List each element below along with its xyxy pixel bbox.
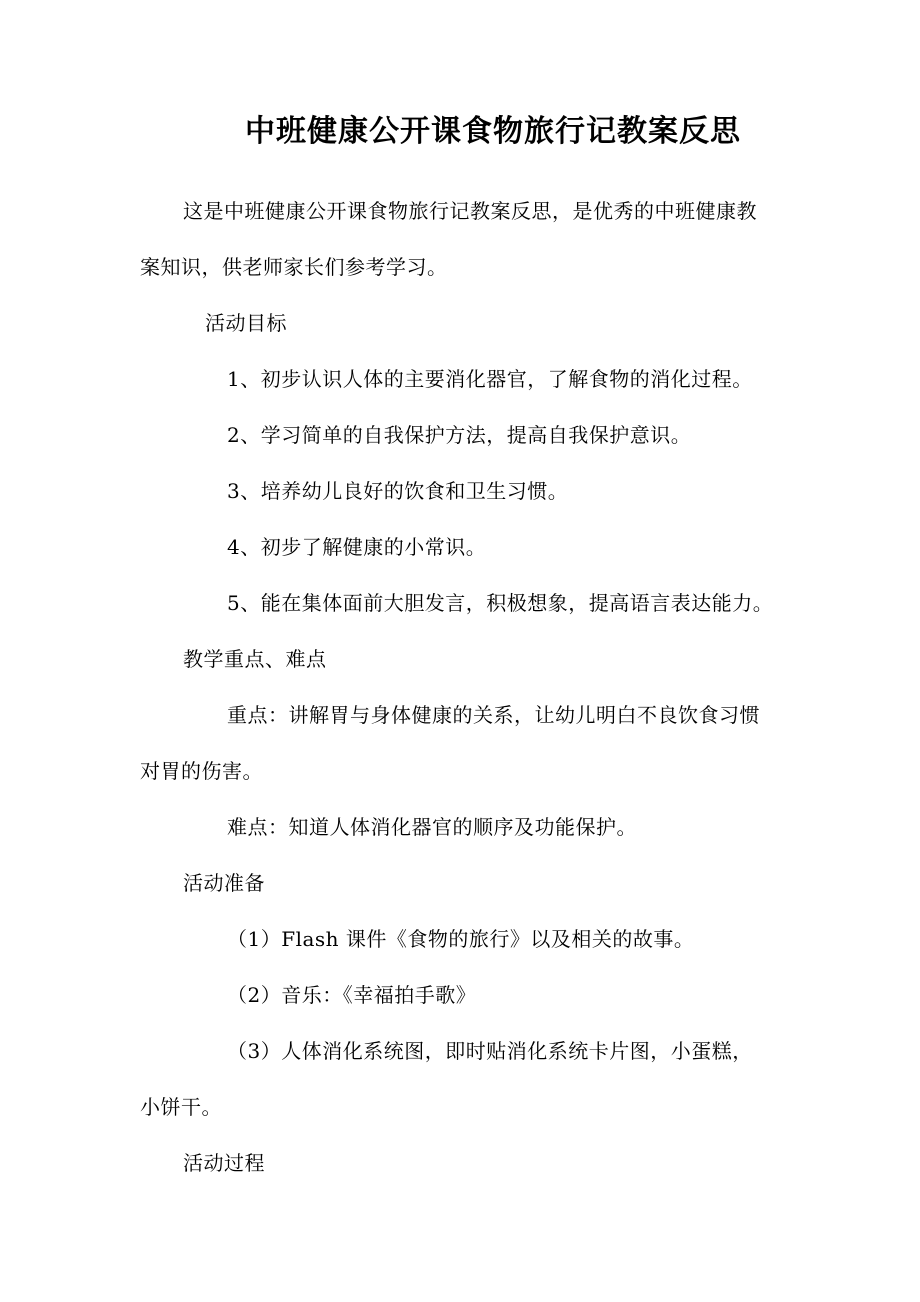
- focus-line-2: 对胃的伤害。: [140, 759, 263, 783]
- preparation-item-2: （2）音乐：《幸福拍手歌》: [227, 983, 477, 1007]
- document-title: 中班健康公开课食物旅行记教案反思: [245, 114, 741, 149]
- preparation-item-3-cont: 小饼干。: [140, 1095, 222, 1119]
- objectives-heading: 活动目标: [205, 311, 287, 335]
- intro-line-2: 案知识，供老师家长们参考学习。: [140, 255, 448, 279]
- objective-item-5: 5、能在集体面前大胆发言，积极想象，提高语言表达能力。: [227, 591, 774, 615]
- objective-item-4: 4、初步了解健康的小常识。: [227, 535, 487, 559]
- preparation-heading: 活动准备: [183, 871, 265, 895]
- intro-line-1: 这是中班健康公开课食物旅行记教案反思，是优秀的中班健康教: [183, 199, 757, 223]
- focus-line-1: 重点：讲解胃与身体健康的关系，让幼儿明白不良饮食习惯: [227, 703, 760, 727]
- difficulty-line: 难点：知道人体消化器官的顺序及功能保护。: [227, 815, 637, 839]
- preparation-item-3: （3）人体消化系统图，即时贴消化系统卡片图，小蛋糕，: [227, 1039, 753, 1063]
- key-points-heading: 教学重点、难点: [183, 647, 327, 671]
- process-heading: 活动过程: [183, 1151, 265, 1175]
- objective-item-3: 3、培养幼儿良好的饮食和卫生习惯。: [227, 479, 569, 503]
- objective-item-1: 1、初步认识人体的主要消化器官，了解食物的消化过程。: [227, 367, 753, 391]
- objective-item-2: 2、学习简单的自我保护方法，提高自我保护意识。: [227, 423, 692, 447]
- preparation-item-1: （1）Flash 课件《食物的旅行》以及相关的故事。: [227, 927, 695, 951]
